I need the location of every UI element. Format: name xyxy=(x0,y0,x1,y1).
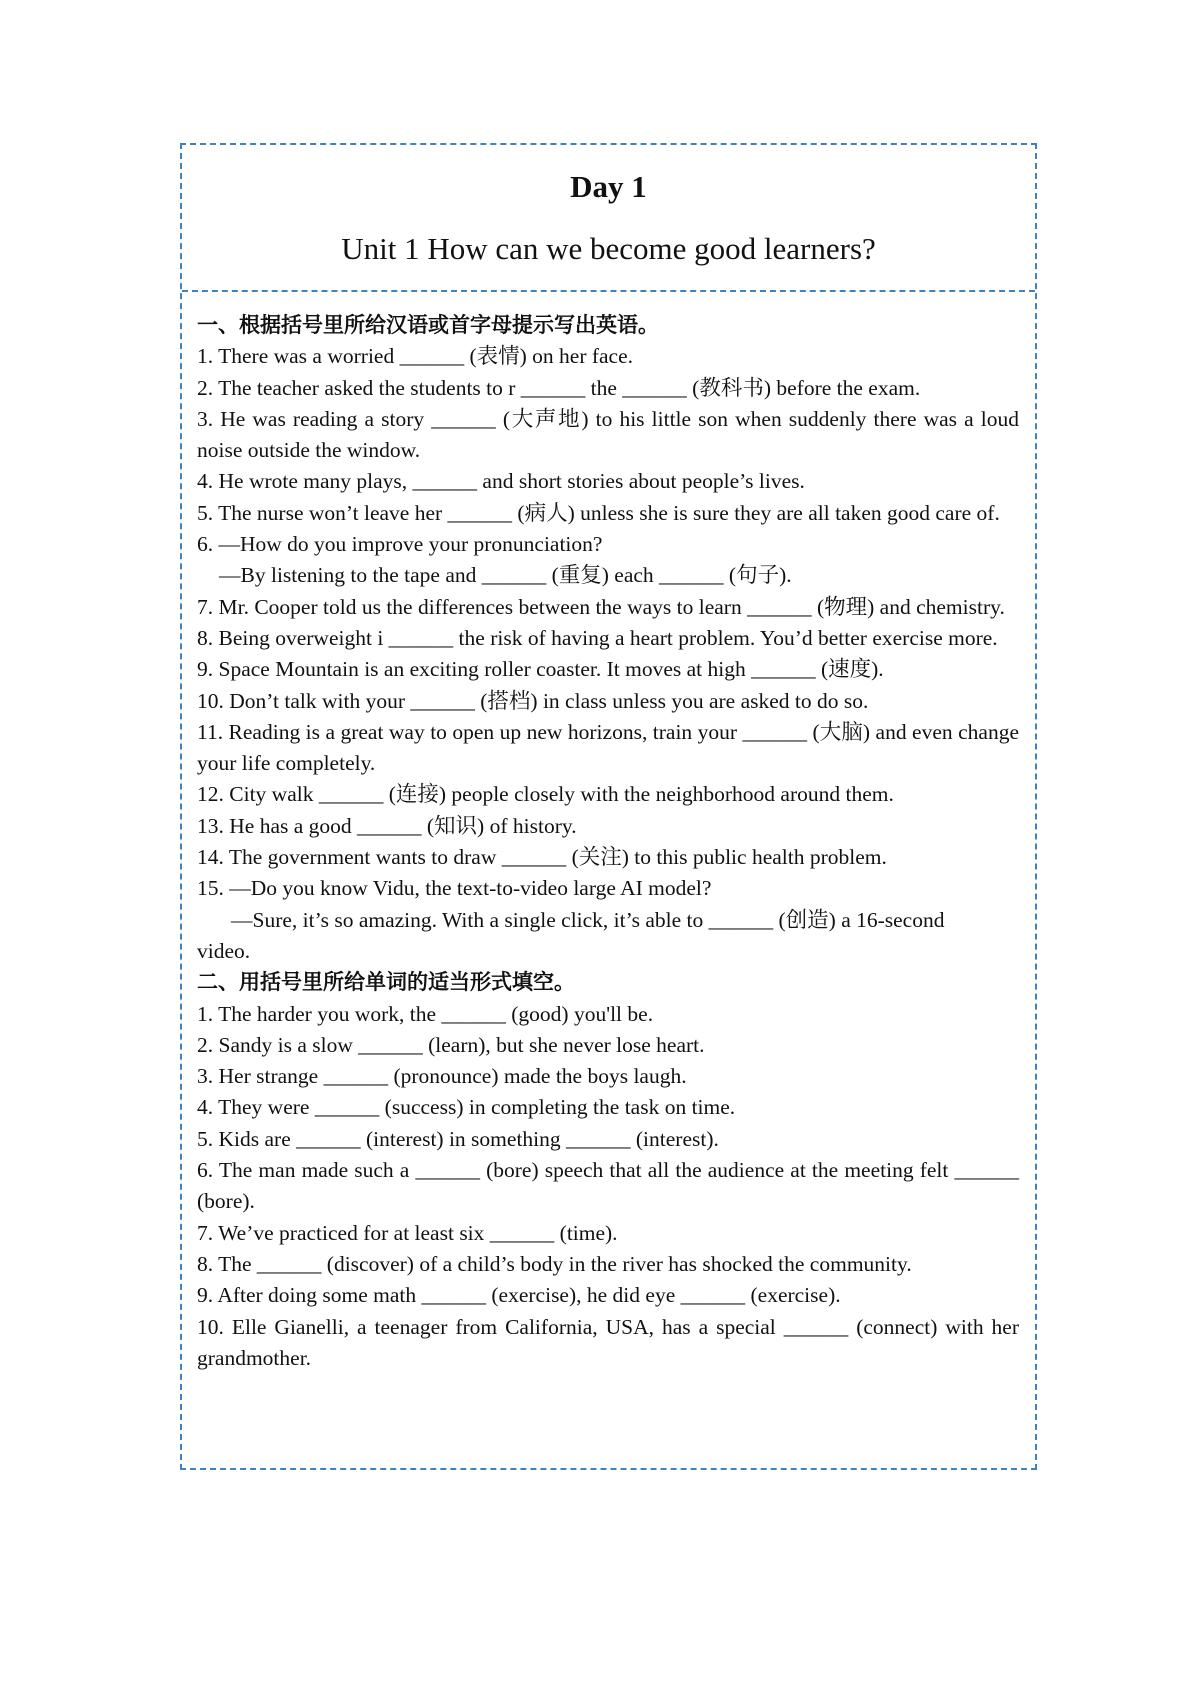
section1-question-6-line1: 6. —How do you improve your pronunciation? xyxy=(197,532,603,557)
worksheet-frame xyxy=(180,143,1037,1470)
section2-question-9: 9. After doing some math ______ (exercise), he did eye ______ (exercise). xyxy=(197,1283,841,1308)
section1-question-9: 9. Space Mountain is an exciting roller coaster. It moves at high ______ (速度). xyxy=(197,657,884,682)
section2-question-10: 10. Elle Gianelli, a teenager from California, USA, has a special ______ (connect) with her grandmother. xyxy=(197,1314,1019,1370)
section1-question-15-line3: video. xyxy=(197,938,251,963)
section1-question-14: 14. The government wants to draw ______ (关注) to this public health problem. xyxy=(197,845,887,870)
unit-title: Unit 1 How can we become good learners? xyxy=(341,231,876,266)
section1-question-6-line2: —By listening to the tape and ______ (重复) each ______ (句子). xyxy=(219,563,792,588)
section1-question-8: 8. Being overweight i ______ the risk of having a heart problem. You’d better exercise more. xyxy=(197,625,998,650)
section1-question-12: 12. City walk ______ (连接) people closely with the neighborhood around them. xyxy=(197,782,894,807)
section2-question-5: 5. Kids are ______ (interest) in something ______ (interest). xyxy=(197,1126,719,1151)
section2-question-1: 1. The harder you work, the ______ (good) you'll be. xyxy=(197,1001,654,1026)
section2-question-7: 7. We’ve practiced for at least six ______ (time). xyxy=(197,1220,618,1245)
section1-question-3: 3. He was reading a story ______ (大声地) to his little son when suddenly there was a loud noise outside the window. xyxy=(197,406,1019,463)
section2-question-8: 8. The ______ (discover) of a child’s body in the river has shocked the community. xyxy=(197,1251,912,1276)
section2-question-4: 4. They were ______ (success) in completing the task on time. xyxy=(197,1095,736,1120)
section2-question-6: 6. The man made such a ______ (bore) speech that all the audience at the meeting felt ______ (bore). xyxy=(197,1158,1019,1214)
section1-question-1: 1. There was a worried ______ (表情) on her face. xyxy=(197,344,634,369)
day-title: Day 1 xyxy=(570,169,647,204)
section1-question-2: 2. The teacher asked the students to r ______ the ______ (教科书) before the exam. xyxy=(197,375,921,400)
worksheet-header xyxy=(182,145,1035,292)
section1-question-10: 10. Don’t talk with your ______ (搭档) in class unless you are asked to do so. xyxy=(197,688,869,713)
section1-question-5: 5. The nurse won’t leave her ______ (病人) unless she is sure they are all taken good care of. xyxy=(197,500,1000,525)
section1-title: 一、根据括号里所给汉语或首字母提示写出英语。 xyxy=(197,313,659,337)
section1-question-13: 13. He has a good ______ (知识) of history. xyxy=(197,813,577,838)
section2-question-3: 3. Her strange ______ (pronounce) made the boys laugh. xyxy=(197,1064,687,1089)
section1-question-15-line2: —Sure, it’s so amazing. With a single click, it’s able to ______ (创造) a 16-second xyxy=(231,907,945,932)
section1-question-4: 4. He wrote many plays, ______ and short stories about people’s lives. xyxy=(197,469,805,494)
worksheet-body xyxy=(182,292,1035,1374)
section2-title: 二、用括号里所给单词的适当形式填空。 xyxy=(197,970,575,995)
section1-question-7: 7. Mr. Cooper told us the differences between the ways to learn ______ (物理) and chemistry. xyxy=(197,594,1005,619)
section2-question-2: 2. Sandy is a slow ______ (learn), but she never lose heart. xyxy=(197,1032,705,1057)
section1-question-11: 11. Reading is a great way to open up new horizons, train your ______ (大脑) and even change your life completely. xyxy=(197,719,1019,776)
section1-question-15-line1: 15. —Do you know Vidu, the text-to-video large AI model? xyxy=(197,876,712,901)
